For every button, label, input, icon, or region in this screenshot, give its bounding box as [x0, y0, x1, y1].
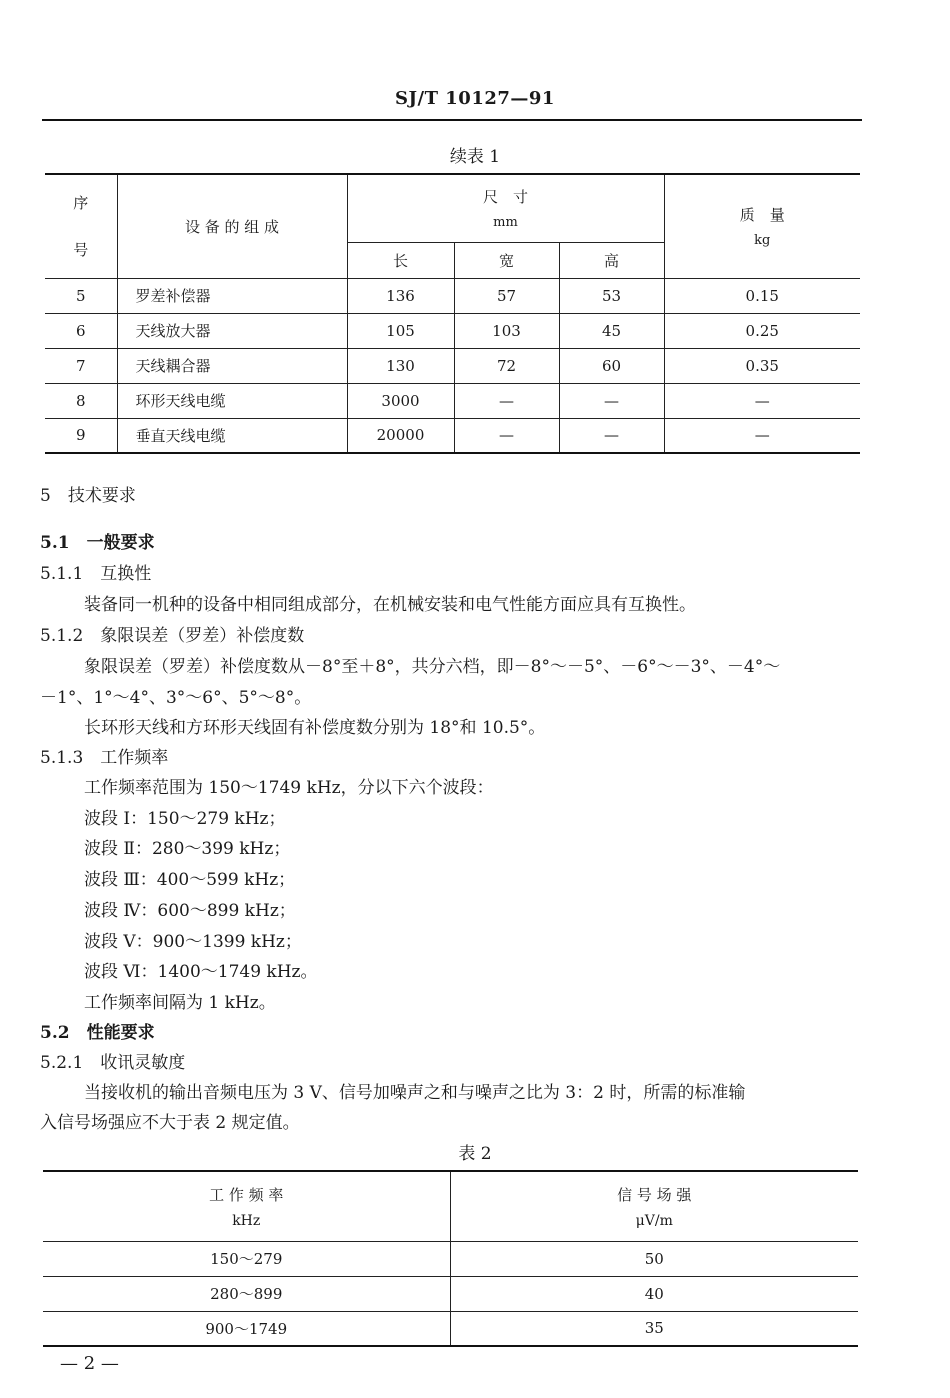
section-5-1-2-heading: 5.1.2 象限误差（罗差）补偿度数 — [40, 626, 305, 646]
section-5-2-1-heading: 5.2.1 收讯灵敏度 — [40, 1053, 186, 1073]
band-item: 波段 Ⅳ：600～899 kHz； — [84, 901, 296, 921]
cell-width: 103 — [454, 313, 559, 348]
section-5-1-heading: 5.1 一般要求 — [40, 533, 155, 553]
cell-mass: 0.25 — [664, 313, 860, 348]
paragraph-interval: 工作频率间隔为 1 kHz。 — [84, 993, 276, 1013]
cell-height: 53 — [559, 278, 664, 313]
cell-name: 天线放大器 — [117, 313, 347, 348]
header-seq-top: 序 — [73, 194, 89, 213]
table2-sensitivity — [43, 1170, 858, 1347]
cell-length: 3000 — [347, 383, 454, 418]
band-item: 波段 Ⅰ：150～279 kHz； — [84, 809, 286, 829]
cell-field-strength: 35 — [450, 1311, 858, 1346]
paragraph-compensation-2: －1°、1°～4°、3°～6°、5°～8°。 — [40, 688, 312, 708]
cell-seq: 6 — [45, 313, 117, 348]
table-row — [45, 348, 860, 383]
header-dimensions — [347, 174, 664, 242]
paragraph-interchangeability: 装备同一机种的设备中相同组成部分，在机械安装和电气性能方面应具有互换性。 — [84, 595, 696, 615]
paragraph-frequency-range: 工作频率范围为 150～1749 kHz，分以下六个波段： — [84, 778, 494, 798]
table1-equipment-dimensions — [45, 173, 860, 454]
header-seq-bottom: 号 — [73, 241, 89, 260]
table-row — [45, 383, 860, 418]
cell-name: 天线耦合器 — [117, 348, 347, 383]
cell-name: 环形天线电缆 — [117, 383, 347, 418]
cell-seq: 8 — [45, 383, 117, 418]
cell-height: 60 — [559, 348, 664, 383]
cell-length: 20000 — [347, 418, 454, 453]
header-mass-label: 质 量 — [739, 206, 785, 225]
header-mass — [664, 174, 860, 278]
header-rule — [42, 119, 862, 121]
table2-caption: 表 2 — [458, 1144, 492, 1164]
band-item: 波段 Ⅲ：400～599 kHz； — [84, 870, 296, 890]
header-dimensions-unit: mm — [493, 215, 518, 231]
header-height: 高 — [559, 242, 664, 278]
table-row — [43, 1241, 858, 1276]
band-item: 波段 Ⅱ：280～399 kHz； — [84, 839, 291, 859]
table1-caption: 续表 1 — [449, 147, 501, 167]
header-field-label: 信 号 场 强 — [617, 1185, 692, 1204]
table-row — [45, 313, 860, 348]
header-width: 宽 — [454, 242, 559, 278]
section-5-1-1-heading: 5.1.1 互换性 — [40, 564, 152, 584]
table-row — [45, 418, 860, 453]
section-5-2-heading: 5.2 性能要求 — [40, 1023, 155, 1043]
header-frequency — [43, 1171, 450, 1241]
header-length: 长 — [347, 242, 454, 278]
cell-seq: 5 — [45, 278, 117, 313]
section-5-1-3-heading: 5.1.3 工作频率 — [40, 748, 169, 768]
cell-field-strength: 40 — [450, 1276, 858, 1311]
cell-mass: — — [664, 383, 860, 418]
cell-height: — — [559, 418, 664, 453]
header-field-strength — [450, 1171, 858, 1241]
cell-length: 105 — [347, 313, 454, 348]
paragraph-compensation-3: 长环形天线和方环形天线固有补偿度数分别为 18°和 10.5°。 — [84, 718, 546, 738]
paragraph-compensation-1: 象限误差（罗差）补偿度数从－8°至＋8°，共分六档，即－8°～－5°、－6°～－3°、－4°～ — [84, 657, 781, 677]
paragraph-sensitivity-1: 当接收机的输出音频电压为 3 V、信号加噪声之和与噪声之比为 3：2 时，所需的标准输 — [84, 1083, 746, 1103]
header-component: 设 备 的 组 成 — [117, 174, 347, 278]
cell-width: 57 — [454, 278, 559, 313]
cell-frequency: 150～279 — [43, 1241, 450, 1276]
cell-width: — — [454, 418, 559, 453]
cell-field-strength: 50 — [450, 1241, 858, 1276]
cell-height: 45 — [559, 313, 664, 348]
standard-code: SJ/T 10127—91 — [395, 88, 555, 109]
header-dimensions-label: 尺 寸 — [482, 188, 528, 207]
header-mass-unit: kg — [754, 233, 771, 249]
cell-width: 72 — [454, 348, 559, 383]
paragraph-sensitivity-2: 入信号场强应不大于表 2 规定值。 — [40, 1113, 300, 1133]
section-5-heading: 5 技术要求 — [40, 486, 136, 506]
cell-height: — — [559, 383, 664, 418]
cell-name: 垂直天线电缆 — [117, 418, 347, 453]
table-row — [43, 1311, 858, 1346]
cell-seq: 9 — [45, 418, 117, 453]
cell-length: 130 — [347, 348, 454, 383]
header-seq — [45, 174, 117, 278]
cell-seq: 7 — [45, 348, 117, 383]
band-item: 波段 Ⅴ：900～1399 kHz； — [84, 932, 302, 952]
cell-length: 136 — [347, 278, 454, 313]
cell-name: 罗差补偿器 — [117, 278, 347, 313]
band-item: 波段 Ⅵ：1400～1749 kHz。 — [84, 962, 318, 982]
table-row — [43, 1276, 858, 1311]
cell-frequency: 900～1749 — [43, 1311, 450, 1346]
cell-width: — — [454, 383, 559, 418]
cell-mass: 0.35 — [664, 348, 860, 383]
header-frequency-label: 工 作 频 率 — [209, 1185, 284, 1204]
cell-frequency: 280～899 — [43, 1276, 450, 1311]
table-row — [45, 278, 860, 313]
header-field-unit: μV/m — [635, 1212, 673, 1229]
page-number: — 2 — — [60, 1353, 119, 1374]
cell-mass: 0.15 — [664, 278, 860, 313]
cell-mass: — — [664, 418, 860, 453]
header-frequency-unit: kHz — [232, 1212, 261, 1229]
